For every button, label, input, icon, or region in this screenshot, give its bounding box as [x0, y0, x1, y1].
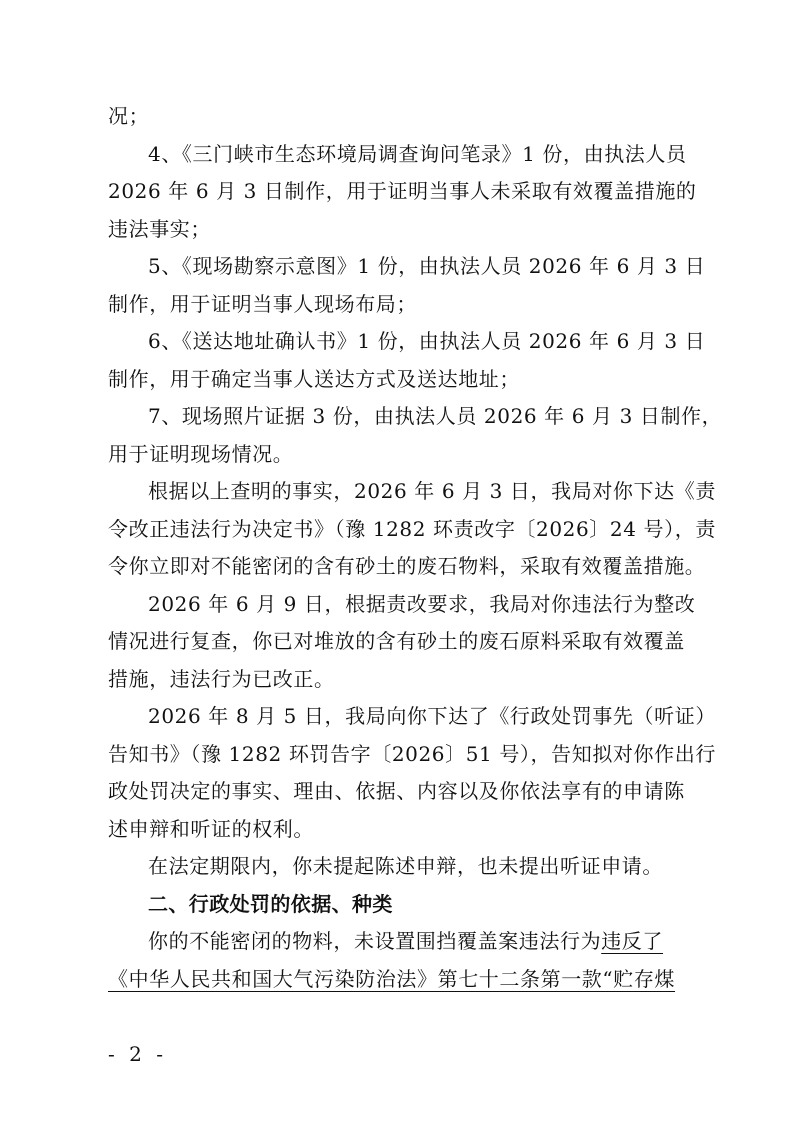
evidence-item-5: 5、《现场勘察示意图》1 份，由执法人员 2026 年 6 月 3 日 — [148, 254, 706, 278]
document-body — [108, 98, 723, 998]
evidence-item-4: 4、《三门峡市生态环境局调查询问笔录》1 份，由执法人员 — [148, 141, 687, 166]
paragraph-line: 告知书》（豫 1282 环罚告字〔2026〕51 号），告知拟对你作出行 — [108, 741, 716, 766]
paragraph-line: 制作，用于证明当事人现场布局； — [108, 291, 417, 316]
paragraph-line: 令改正违法行为决定书》（豫 1282 环责改字〔2026〕24 号），责 — [108, 516, 716, 541]
paragraph-line: 用于证明现场情况。 — [108, 441, 294, 466]
paragraph-line — [108, 923, 702, 961]
paragraph-line: 述申辩和听证的权利。 — [108, 816, 314, 841]
paragraph-line: 2026 年 6 月 3 日制作，用于证明当事人未采取有效覆盖措施的 — [108, 179, 697, 203]
paragraph-text: 你的不能密闭的物料，未设置围挡覆盖案违法行为 — [148, 929, 602, 953]
page-number: - 2 - — [108, 1042, 167, 1066]
underlined-line: 《中华人民共和国大气污染防治法》第七十二条第一款“贮存煤 — [108, 966, 676, 991]
paragraph-line: 2026 年 8 月 5 日，我局向你下达了《行政处罚事先（听证） — [148, 704, 716, 728]
evidence-item-6: 6、《送达地址确认书》1 份，由执法人员 2026 年 6 月 3 日 — [148, 329, 706, 353]
paragraph-line: 违法事实； — [108, 216, 211, 241]
paragraph-line: 2026 年 6 月 9 日，根据责改要求，我局对你违法行为整改 — [148, 591, 696, 616]
paragraph-line: 在法定期限内，你未提起陈述申辩，也未提出听证申请。 — [148, 854, 663, 878]
underlined-text: 违反了 — [601, 929, 664, 953]
paragraph-line: 措施，违法行为已改正。 — [108, 666, 335, 691]
paragraph-line: 况； — [108, 104, 150, 128]
paragraph-line: 政处罚决定的事实、理由、依据、内容以及你依法享有的申请陈 — [108, 779, 685, 803]
paragraph-line: 制作，用于确定当事人送达方式及送达地址； — [108, 366, 520, 391]
paragraph-line: 根据以上查明的事实，2026 年 6 月 3 日，我局对你下达《责 — [148, 479, 716, 503]
evidence-item-7: 7、现场照片证据 3 份，由执法人员 2026 年 6 月 3 日制作， — [148, 404, 723, 428]
paragraph-line: 令你立即对不能密闭的含有砂土的废石物料，采取有效覆盖措施。 — [108, 554, 706, 578]
section-heading: 二、行政处罚的依据、种类 — [148, 891, 393, 916]
paragraph-line: 情况进行复查，你已对堆放的含有砂土的废石原料采取有效覆盖 — [108, 629, 685, 653]
